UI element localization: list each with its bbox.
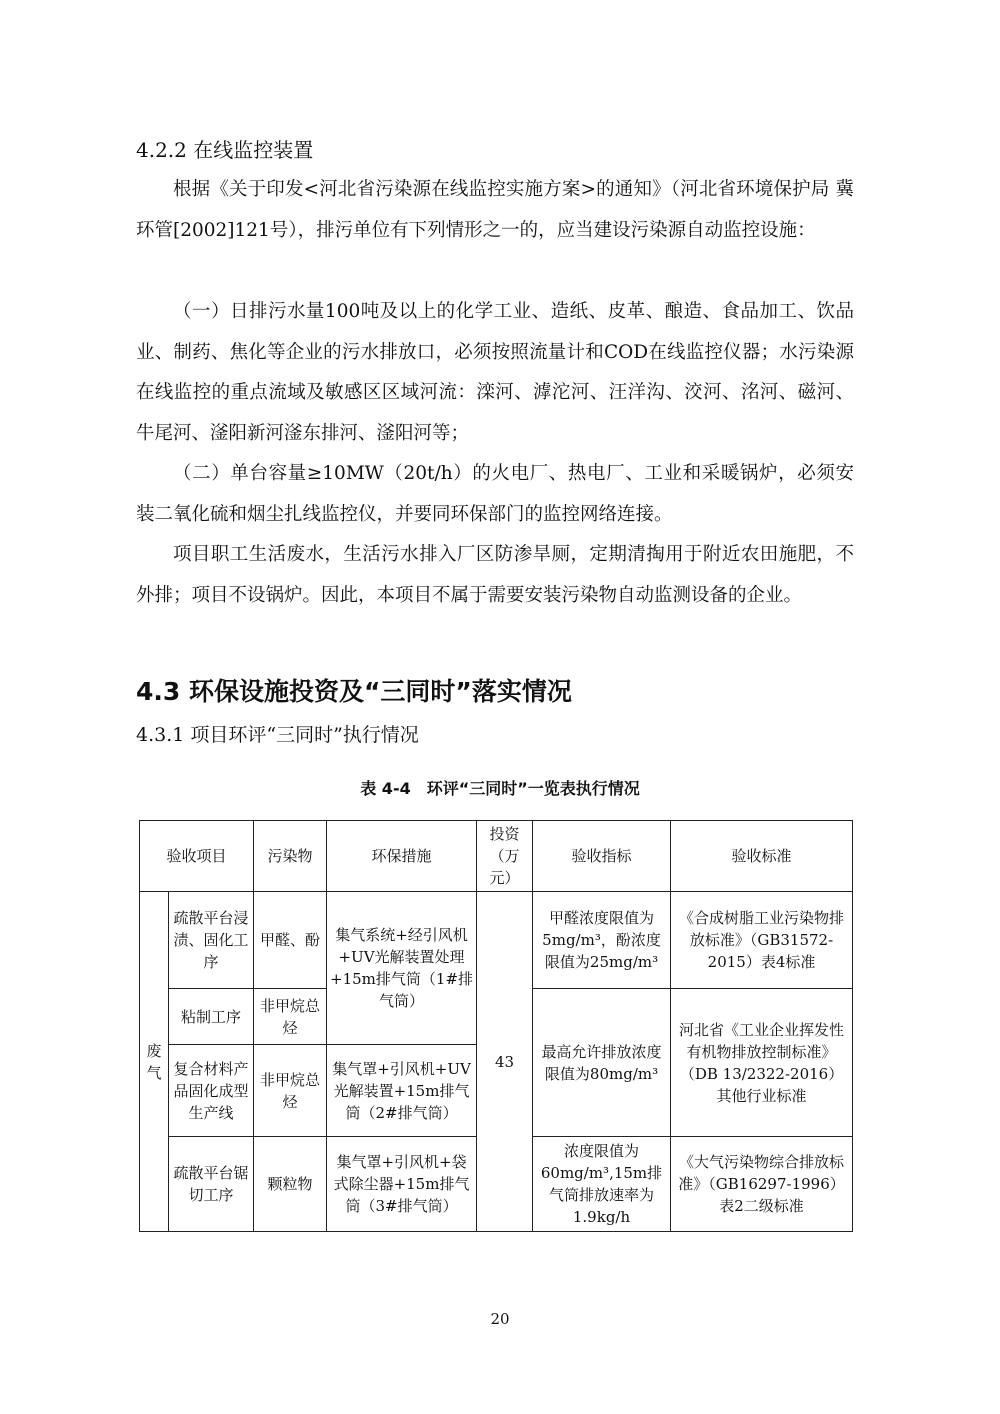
pollutant-cell: 非甲烷总烃: [254, 989, 327, 1045]
indicator-cell: 甲醛浓度限值为5mg/m³，酚浓度限值为25mg/m³: [533, 892, 671, 989]
table-header-row: [140, 821, 853, 892]
item-cell: 疏散平台浸渍、固化工序: [169, 892, 254, 989]
section-title-4-3-1: 4.3.1 项目环评“三同时”执行情况: [136, 724, 419, 746]
measure-cell: 集气罩+引风机+袋式除尘器+15m排气筒（3#排气筒）: [327, 1137, 477, 1232]
paragraph-2: （一）日排污水量100吨及以上的化学工业、造纸、皮革、酿造、食品加工、饮品业、制药、焦化等企业的污水排放口，必须按照流量计和COD在线监控仪器；水污染源在线监控的重点流域及敏感区区域河流：滦河、滹沱河、汪洋沟、洨河、洺河、磁河、牛尾河、滏阳新河滏东排河、滏阳河等；: [136, 301, 854, 444]
measure-cell: 集气系统+经引风机+UV光解装置处理+15m排气筒（1#排气筒）: [327, 892, 477, 1045]
pollutant-cell: 甲醛、酚: [254, 892, 327, 989]
pollutant-cell: 非甲烷总烃: [254, 1045, 327, 1137]
header-standard: 验收标准: [671, 821, 853, 892]
pollutant-cell: 颗粒物: [254, 1137, 327, 1232]
paragraph-3: （二）单台容量≥10MW（20t/h）的火电厂、热电厂、工业和采暖锅炉，必须安装二氧化硫和烟尘扎线监控仪，并要同环保部门的监控网络连接。: [136, 463, 854, 525]
section-title-4-3: 4.3 环保设施投资及“三同时”落实情况: [136, 677, 572, 706]
header-pollutant: 污染物: [254, 821, 327, 892]
three-simultaneous-table: [139, 820, 853, 1232]
table-caption: 表 4-4 环评“三同时”一览表执行情况: [360, 779, 640, 798]
header-acceptance-item: 验收项目: [140, 821, 254, 892]
header-indicator: 验收指标: [533, 821, 671, 892]
item-cell: 疏散平台锯切工序: [169, 1137, 254, 1232]
measure-cell: 集气罩+引风机+UV光解装置+15m排气筒（2#排气筒）: [327, 1045, 477, 1137]
paragraph-1: 根据《关于印发<河北省污染源在线监控实施方案>的通知》（河北省环境保护局 冀环管[2002]121号），排污单位有下列情形之一的，应当建设污染源自动监控设施：: [136, 179, 854, 241]
table-row: [140, 892, 853, 989]
standard-cell: 《大气污染物综合排放标准》（GB16297-1996）表2二级标准: [671, 1137, 853, 1232]
category-cell: 废气: [140, 892, 169, 1232]
indicator-cell: 最高允许排放浓度限值为80mg/m³: [533, 989, 671, 1137]
item-cell: 粘制工序: [169, 989, 254, 1045]
investment-cell: 43: [477, 892, 533, 1232]
section-title-4-2-2: 4.2.2 在线监控装置: [136, 138, 314, 162]
header-measures: 环保措施: [327, 821, 477, 892]
page-number: 20: [490, 1310, 510, 1328]
item-cell: 复合材料产品固化成型生产线: [169, 1045, 254, 1137]
paragraph-4: 项目职工生活废水，生活污水排入厂区防渗旱厕，定期清掏用于附近农田施肥，不外排；项目不设锅炉。因此，本项目不属于需要安装污染物自动监测设备的企业。: [136, 544, 854, 606]
standard-cell: 河北省《工业企业挥发性有机物排放控制标准》（DB 13/2322-2016）其他行业标准: [671, 989, 853, 1137]
header-investment: 投资（万元）: [477, 821, 533, 892]
standard-cell: 《合成树脂工业污染物排放标准》（GB31572-2015）表4标准: [671, 892, 853, 989]
indicator-cell: 浓度限值为60mg/m³,15m排气筒排放速率为1.9kg/h: [533, 1137, 671, 1232]
